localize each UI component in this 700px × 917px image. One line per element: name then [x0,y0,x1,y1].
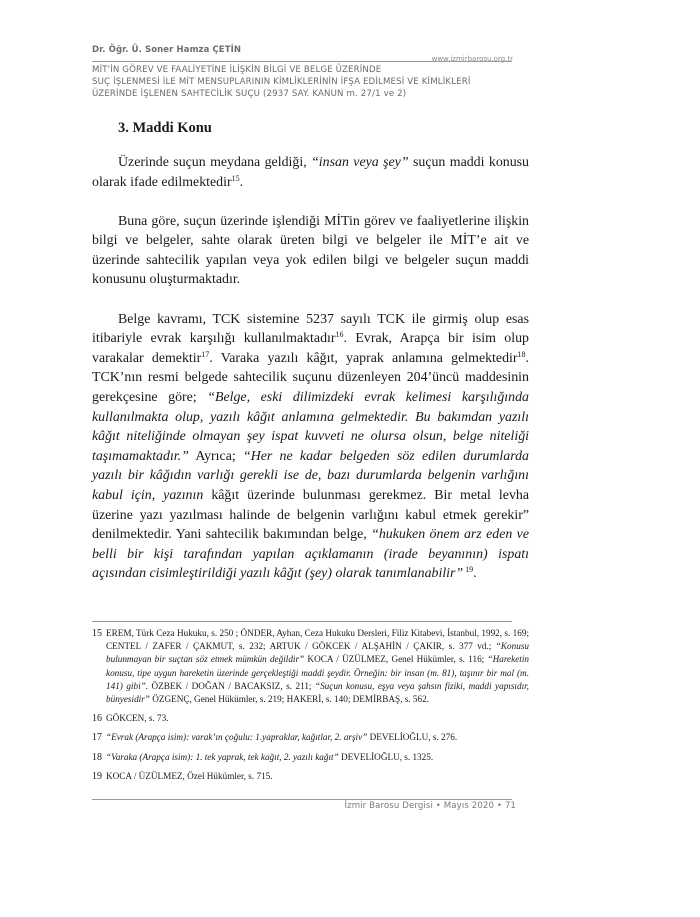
section-heading: 3. Maddi Konu [118,120,212,136]
running-header-author: Dr. Öğr. Ü. Soner Hamza ÇETİN [92,45,242,55]
quotation: “Evrak (Arapça isim): varak’ın çoğulu: 1.yapraklar, kağıtlar, 2. arşiv” [106,732,368,743]
footnote-18 [92,751,529,764]
text-run: . TCK’nın resmi belgede sahtecilik suçunu düzenleyen 204’üncü maddesinin gerekçesine göre; [92,350,529,405]
text-run: suçun maddi konusu olarak ifade edilmektedir [92,155,529,190]
footnote-16 [92,712,529,725]
text-run: DEVELİOĞLU, s. 276. [367,732,458,743]
paragraph-3 [92,310,529,584]
footnote-ref[interactable]: 18 [517,349,526,359]
text-run: ÖZGENÇ, Genel Hükümler, s. 219; HAKERİ, s. 140; DEMİRBAŞ, s. 562. [149,694,429,705]
text-run: ÖZBEK / DOĞAN / BACAKSIZ, s. 211; [148,680,315,691]
quotation: “Hareketin konusu, tipe uygun hareketin üzerinde gerçekleştiği maddi şeydir. Örneğin: bir insan (m. 81), taşınır bir mal (m. 141) gibi”. [106,654,529,691]
quotation: “Konusu bulunmayan bir suçtan söz etmek mümkün değildir” [106,641,529,665]
text-run: . [239,174,244,190]
paragraph-2: Buna göre, suçun üzerinde işlendiği MİTin görev ve faaliyetlerine ilişkin bilgi ve belgeler, sahte olarak üreten bilgi ve belgeler ile MİT’e ait ve üzerinde sahtecilik yapılan veya yok edilen bilgi ve belgeler suçun maddi konusunu oluşturmaktadır. [92,213,529,288]
text-run: . [473,566,477,582]
footnote-number: 17 [92,732,102,744]
header-title-line: SUÇ İŞLENMESİ İLE MİT MENSUPLARININ KİMLİKLERİNİN İFŞA EDİLMESİ VE KİMLİKLERİ [92,77,471,88]
quoted-term: “insan veya şey” [311,155,409,170]
header-title-line: ÜZERİNDE İŞLENEN SAHTECİLİK SUÇU (2937 SAY. KANUN m. 27/1 ve 2) [92,89,407,100]
footnote-text [106,751,529,764]
running-header-title [92,64,532,101]
footnote-17 [92,731,529,744]
quotation: “Her ne kadar belgeden söz edilen durumlarda yazılı bir kâğıdın varlığı gerekli ise de, bazı durumlarda belgenin varlığını kabul için, yazının [92,448,529,503]
footnotes [92,627,529,789]
footnote-ref[interactable]: 19 [463,565,474,575]
running-header-website: www.izmirbarosu.org.tr [431,55,513,63]
footnote-ref[interactable]: 16 [335,330,344,340]
paragraph-1 [92,153,529,192]
quotation: “hukuken önem arz eden ve belli bir kişi tarafından yapılan açıklamanın (irade beyanının) ispatı açısından cisimleştirildiği yazılı kâğıt (şey) olarak tanımlanabilir” [92,527,529,582]
footnote-text [106,731,529,744]
footnote-19 [92,770,529,783]
text-run: kâğıt üzerinde bulunması gerekmez. Bir metal levha üzerine yazı yazılması halinde de belgenin varlığını kabul etmek gerekir” denilmektedir. Yani sahtecilik bakımından belge, [92,487,529,543]
text-run: . Varaka yazılı kâğıt, yaprak anlamına gelmektedir [209,350,518,366]
footnote-number: 18 [92,751,102,763]
footer-divider [92,799,512,800]
footnote-number: 15 [92,628,102,639]
footnote-text: KOCA / ÜZÜLMEZ, Özel Hükümler, s. 715. [106,770,273,781]
quotation: “Suçun konusu, eşya veya şahsın fiziki, maddi yapısıdır, bünyesidir” [106,680,529,705]
footnote-text: GÖKCEN, s. 73. [106,713,169,724]
text-run: Üzerinde suçun meydana geldiği, [118,155,312,170]
text-run: Belge kavramı, TCK sistemine 5237 sayılı TCK ile girmiş olup esas itibariyle evrak karşılığı kullanılmaktadır [92,311,529,347]
footnote-divider [92,621,512,622]
text-run: KOCA / ÜZÜLMEZ, Genel Hükümler, s. 116; [304,654,488,665]
header-title-line: MİT'İN GÖREV VE FAALİYETİNE İLİŞKİN BİLGİ VE BELGE ÜZERİNDE [92,65,382,75]
page-footer: İzmir Barosu Dergisi • Mayıs 2020 • 71 [344,801,516,811]
text-run: Ayrıca; [188,448,243,464]
quotation: “Varaka (Arapça isim): 1. tek yaprak, tek kağıt, 2. yazılı kağıt” [106,751,339,762]
text-run: DEVELİOĞLU, s. 1325. [338,751,434,762]
footnote-number: 16 [92,713,102,725]
footnote-ref[interactable]: 17 [201,349,210,359]
footnote-ref[interactable]: 15 [231,173,240,183]
text-run: . Evrak, Arapça bir isim olup varakalar demektir [92,331,529,366]
footnote-15 [92,627,529,706]
text-run: EREM, Türk Ceza Hukuku, s. 250 ; ÖNDER, Ayhan, Ceza Hukuku Dersleri, Filiz Kitabevi, İstanbul, 1992, s. 169; CENTEL / ZAFER / ÇAKMUT, s. 232; ARTUK / GÖKCEK / ALŞAHİN / ÇAKIR, s. 377 vd.; [106,628,529,652]
quotation: “Belge, eski dilimizdeki evrak kelimesi karşılığında kullanılmakta olup, yazılı kâğıt anlamına gelmektedir. Bu bakımdan yazılı kâğıt niteliğinde olmayan şey ispat kuvveti ne olursa olsun, belge niteliği taşımamaktadır.” [92,389,529,464]
footnote-number: 19 [92,770,102,782]
article-body [92,118,529,603]
footnote-text [106,627,529,706]
header-divider [92,61,512,62]
